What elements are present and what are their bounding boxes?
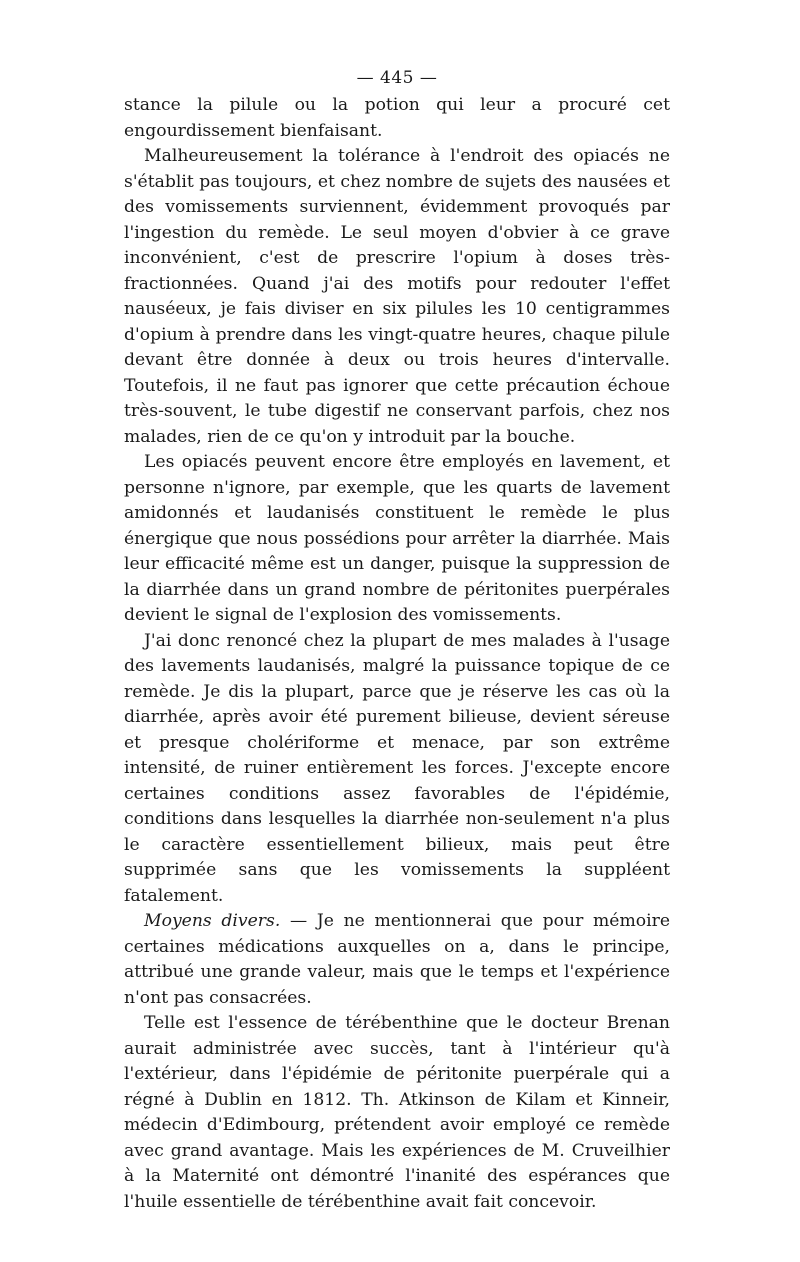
- paragraph-1: stance la pilule ou la potion qui leur a procuré cet engourdissement bienfaisant.: [124, 95, 670, 141]
- paragraph-2: Malheureusement la tolérance à l'endroit des opiacés ne s'établit pas toujours, et chez nombre de sujets des nausées et des vomissements surviennent, évidemment provoqués par l'ingestion du remède. Le seul moyen d'obvier à ce grave inconvénient, c'est de prescrire l'opium à doses très-fractionnées. Quand j'ai des motifs pour redouter l'effet nauséeux, je fais diviser en six pilules les 10 centigrammes d'opium à prendre dans les vingt-quatre heures, chaque pilule devant être donnée à deux ou trois heures d'intervalle. Toutefois, il ne faut pas ignorer que cette précaution échoue très-souvent, le tube digestif ne conservant parfois, chez nos malades, rien de ce qu'on y introduit par la bouche.: [124, 146, 670, 447]
- paragraph-5-text: — Je ne mentionnerai que pour mémoire certaines médications auxquelles on a, dans le principe, attribué une grande valeur, mais que le temps et l'expérience n'ont pas consacrées.: [124, 911, 670, 1008]
- document-page: [124, 66, 670, 1215]
- section-lead: Moyens divers.: [144, 911, 281, 931]
- paragraph-5: [124, 909, 670, 1011]
- paragraph-6: Telle est l'essence de térébenthine que le docteur Brenan aurait administrée avec succès, tant à l'intérieur qu'à l'extérieur, dans l'épidémie de péritonite puerpérale qui a régné à Dublin en 1812. Th. Atkinson de Kilam et Kinneir, médecin d'Edimbourg, prétendent avoir employé ce remède avec grand avantage. Mais les expériences de M. Cruveilhier à la Maternité ont démontré l'inanité des espérances que l'huile essentielle de térébenthine avait fait concevoir.: [124, 1013, 670, 1212]
- paragraph-4: J'ai donc renoncé chez la plupart de mes malades à l'usage des lavements laudanisés, malgré la puissance topique de ce remède. Je dis la plupart, parce que je réserve les cas où la diarrhée, après avoir été purement bilieuse, devient séreuse et presque cholériforme et menace, par son extrême intensité, de ruiner entièrement les forces. J'excepte encore certaines conditions assez favorables de l'épidémie, conditions dans lesquelles la diarrhée non-seulement n'a plus le caractère essentiellement bilieux, mais peut être supprimée sans que les vomissements la suppléent fatalement.: [124, 630, 670, 906]
- paragraph-3: Les opiacés peuvent encore être employés en lavement, et personne n'ignore, par exemple, que les quarts de lavement amidonnés et laudanisés constituent le remède le plus énergique que nous possédions pour arrêter la diarrhée. Mais leur efficacité même est un danger, puisque la suppression de la diarrhée dans un grand nombre de péritonites puerpérales devient le signal de l'explosion des vomissements.: [124, 452, 670, 625]
- page-number: — 445 —: [356, 68, 438, 88]
